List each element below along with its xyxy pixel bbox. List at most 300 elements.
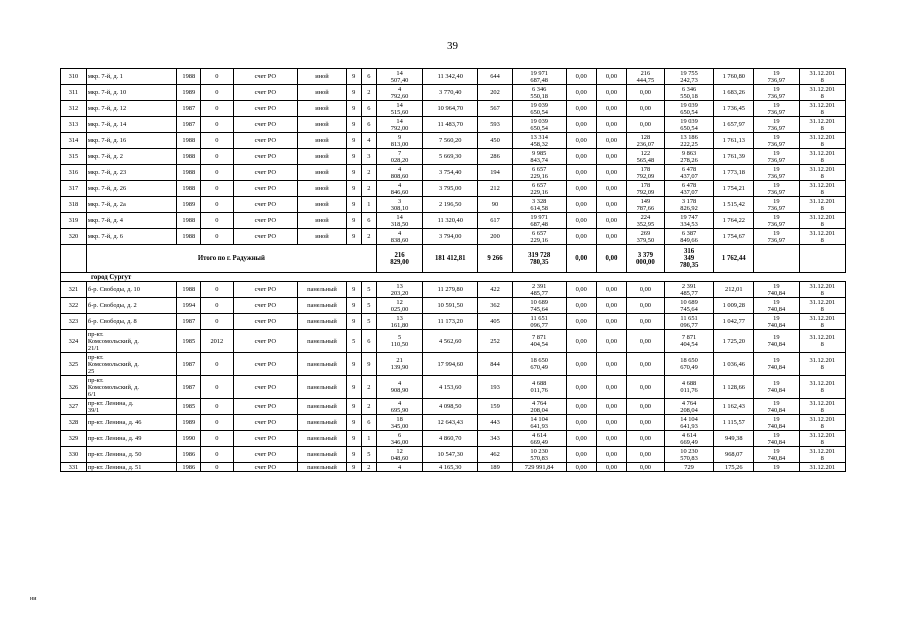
living-area-cell: 10 591,50	[423, 298, 478, 314]
fund-method-cell: счет РО	[233, 447, 298, 463]
living-area-cell: 4 153,60	[423, 376, 478, 399]
max-unit-cost-cell: 19 736,97	[754, 197, 799, 213]
table-row	[61, 399, 846, 415]
address-cell: мкр. 7-й, д. 2	[86, 149, 177, 165]
deadline-cell: 31.12.201 8	[799, 165, 845, 181]
row-number-cell: 330	[61, 447, 87, 463]
max-unit-cost-cell: 19 736,97	[754, 229, 799, 245]
living-area-cell: 11 279,80	[423, 282, 478, 298]
total-area-cell: 3 308,10	[376, 197, 422, 213]
unit-cost-cell: 1 683,26	[714, 85, 754, 101]
total-area-cell: 4 838,60	[376, 229, 422, 245]
total-area-cell: 14 792,00	[376, 117, 422, 133]
federal-funds-cell: 0,00	[566, 353, 596, 376]
deadline-cell: 31.12.201 8	[799, 415, 845, 431]
fund-method-cell: счет РО	[233, 181, 298, 197]
fund-method-cell: счет РО	[233, 165, 298, 181]
total-cost-cell: 9 985 843,74	[512, 149, 566, 165]
floors-cell: 9	[346, 376, 361, 399]
address-cell: мкр. 7-й, д. 10	[86, 85, 177, 101]
regional-funds-cell: 0,00	[596, 463, 626, 472]
unit-cost-cell: 1 736,45	[714, 101, 754, 117]
entrances-cell: 5	[361, 298, 376, 314]
regional-funds-cell: 0,00	[596, 85, 626, 101]
unit-cost-cell: 1 115,57	[714, 415, 754, 431]
max-unit-cost-cell: 19 736,97	[754, 149, 799, 165]
build-year-cell: 1987	[177, 376, 201, 399]
owner-funds-cell: 4 614 669,49	[664, 431, 714, 447]
reconstruction-year-cell: 0	[201, 117, 233, 133]
residents-cell: 362	[478, 298, 513, 314]
regional-funds-cell: 0,00	[596, 165, 626, 181]
reconstruction-year-cell: 0	[201, 399, 233, 415]
row-number-cell: 319	[61, 213, 87, 229]
entrances-cell: 6	[361, 415, 376, 431]
deadline-cell: 31.12.201 8	[799, 314, 845, 330]
total-cost-cell: 4 688 011,76	[512, 376, 566, 399]
floors-cell: 9	[346, 282, 361, 298]
owner-funds-cell: 3 178 826,92	[664, 197, 714, 213]
row-number-cell: 326	[61, 376, 87, 399]
table-row	[61, 298, 846, 314]
table-row	[61, 133, 846, 149]
total-cost-cell: 13 314 458,32	[512, 133, 566, 149]
fund-method-cell: счет РО	[233, 133, 298, 149]
wall-material-cell: панельный	[298, 376, 347, 399]
residents-cell: 450	[478, 133, 513, 149]
build-year-cell: 1986	[177, 447, 201, 463]
entrances-cell: 5	[361, 447, 376, 463]
federal-funds-cell: 0,00	[566, 330, 596, 353]
floors-cell: 9	[346, 101, 361, 117]
total-cost-cell: 11 651 096,77	[512, 314, 566, 330]
unit-cost-cell: 968,07	[714, 447, 754, 463]
owner-funds-cell: 13 186 222,25	[664, 133, 714, 149]
table-row	[61, 149, 846, 165]
local-funds-cell: 0,00	[627, 447, 665, 463]
reconstruction-year-cell: 0	[201, 376, 233, 399]
regional-funds-cell: 0,00	[596, 149, 626, 165]
entrances-cell: 2	[361, 463, 376, 472]
row-number-cell: 318	[61, 197, 87, 213]
total-area-cell: 21 139,90	[376, 353, 422, 376]
row-number-cell: 323	[61, 314, 87, 330]
table-row	[61, 197, 846, 213]
total-cost-cell: 7 871 404,54	[512, 330, 566, 353]
table-row	[61, 447, 846, 463]
local-funds-cell: 0,00	[627, 431, 665, 447]
wall-material-cell: панельный	[298, 447, 347, 463]
max-unit-cost-cell: 19 740,84	[754, 415, 799, 431]
local-funds-cell: 0,00	[627, 282, 665, 298]
max-unit-cost-cell: 19 736,97	[754, 69, 799, 85]
residents-cell: 422	[478, 282, 513, 298]
owner-funds-cell: 6 478 437,07	[664, 181, 714, 197]
owner-funds-cell: 6 387 849,66	[664, 229, 714, 245]
wall-material-cell: панельный	[298, 399, 347, 415]
living-area-cell: 10 964,70	[423, 101, 478, 117]
residents-cell: 194	[478, 165, 513, 181]
entrances-cell: 2	[361, 85, 376, 101]
fund-method-cell: счет РО	[233, 85, 298, 101]
floors-cell: 9	[346, 399, 361, 415]
residents-cell: 286	[478, 149, 513, 165]
regional-funds-cell: 0,00	[596, 69, 626, 85]
total-area-cell: 14 507,40	[376, 69, 422, 85]
build-year-cell: 1988	[177, 229, 201, 245]
summary-total-area: 216 829,00	[376, 245, 422, 273]
address-cell: пр-кт. Ленина, д. 46	[86, 415, 177, 431]
wall-material-cell: иной	[298, 85, 347, 101]
local-funds-cell: 0,00	[627, 415, 665, 431]
entrances-cell: 9	[361, 353, 376, 376]
build-year-cell: 1988	[177, 149, 201, 165]
deadline-cell: 31.12.201 8	[799, 330, 845, 353]
table-row	[61, 85, 846, 101]
total-cost-cell: 6 657 229,16	[512, 165, 566, 181]
residents-cell: 212	[478, 181, 513, 197]
address-cell: мкр. 7-й, д. 14	[86, 117, 177, 133]
entrances-cell: 5	[361, 314, 376, 330]
local-funds-cell: 0,00	[627, 399, 665, 415]
wall-material-cell: панельный	[298, 415, 347, 431]
local-funds-cell: 0,00	[627, 117, 665, 133]
regional-funds-cell: 0,00	[596, 229, 626, 245]
unit-cost-cell: 949,38	[714, 431, 754, 447]
floors-cell: 9	[346, 353, 361, 376]
deadline-cell: 31.12.201 8	[799, 353, 845, 376]
residents-cell: 159	[478, 399, 513, 415]
table-row	[61, 353, 846, 376]
address-cell: б-р. Свободы, д. 10	[86, 282, 177, 298]
address-cell: б-р. Свободы, д. 2	[86, 298, 177, 314]
residents-cell: 405	[478, 314, 513, 330]
regional-funds-cell: 0,00	[596, 117, 626, 133]
floors-cell: 9	[346, 117, 361, 133]
deadline-cell: 31.12.201 8	[799, 298, 845, 314]
owner-funds-cell: 6 478 437,07	[664, 165, 714, 181]
residents-cell: 252	[478, 330, 513, 353]
wall-material-cell: панельный	[298, 298, 347, 314]
build-year-cell: 1988	[177, 165, 201, 181]
owner-funds-cell: 10 689 745,64	[664, 298, 714, 314]
deadline-cell: 31.12.201 8	[799, 101, 845, 117]
address-cell: мкр. 7-й, д. 26	[86, 181, 177, 197]
max-unit-cost-cell: 19 740,84	[754, 399, 799, 415]
page-number: 39	[447, 40, 458, 52]
local-funds-cell: 178 792,09	[627, 165, 665, 181]
fund-method-cell: счет РО	[233, 69, 298, 85]
address-cell: мкр. 7-й, д. 2а	[86, 197, 177, 213]
deadline-cell: 31.12.201 8	[799, 213, 845, 229]
unit-cost-cell: 212,01	[714, 282, 754, 298]
build-year-cell: 1988	[177, 181, 201, 197]
federal-funds-cell: 0,00	[566, 117, 596, 133]
living-area-cell: 11 483,70	[423, 117, 478, 133]
fund-method-cell: счет РО	[233, 213, 298, 229]
unit-cost-cell: 1 773,18	[714, 165, 754, 181]
build-year-cell: 1988	[177, 133, 201, 149]
address-cell: мкр. 7-й, д. 6	[86, 229, 177, 245]
wall-material-cell: панельный	[298, 353, 347, 376]
local-funds-cell: 0,00	[627, 85, 665, 101]
local-funds-cell: 224 352,95	[627, 213, 665, 229]
fund-method-cell: счет РО	[233, 415, 298, 431]
regional-funds-cell: 0,00	[596, 213, 626, 229]
max-unit-cost-cell: 19 740,84	[754, 447, 799, 463]
summary-blank	[754, 245, 799, 273]
floors-cell: 9	[346, 213, 361, 229]
build-year-cell: 1988	[177, 213, 201, 229]
reconstruction-year-cell: 0	[201, 165, 233, 181]
fund-method-cell: счет РО	[233, 376, 298, 399]
residents-cell: 193	[478, 376, 513, 399]
table-row	[61, 376, 846, 399]
federal-funds-cell: 0,00	[566, 165, 596, 181]
reconstruction-year-cell: 0	[201, 314, 233, 330]
unit-cost-cell: 1 761,13	[714, 133, 754, 149]
regional-funds-cell: 0,00	[596, 133, 626, 149]
build-year-cell: 1987	[177, 353, 201, 376]
regional-funds-cell: 0,00	[596, 376, 626, 399]
deadline-cell: 31.12.201 8	[799, 181, 845, 197]
address-cell: пр-кт. Ленина, д. 50	[86, 447, 177, 463]
address-cell: пр-кт. Ленина, д. 49	[86, 431, 177, 447]
reconstruction-year-cell: 0	[201, 415, 233, 431]
fund-method-cell: счет РО	[233, 463, 298, 472]
wall-material-cell: иной	[298, 181, 347, 197]
total-cost-cell: 10 689 745,64	[512, 298, 566, 314]
max-unit-cost-cell: 19 736,97	[754, 165, 799, 181]
max-unit-cost-cell: 19 740,84	[754, 282, 799, 298]
entrances-cell: 6	[361, 101, 376, 117]
build-year-cell: 1987	[177, 314, 201, 330]
living-area-cell: 4 562,60	[423, 330, 478, 353]
federal-funds-cell: 0,00	[566, 431, 596, 447]
owner-funds-cell: 9 863 278,26	[664, 149, 714, 165]
residents-cell: 844	[478, 353, 513, 376]
address-cell: пр-кт. Комсомольский, д. 25	[86, 353, 177, 376]
build-year-cell: 1986	[177, 463, 201, 472]
reconstruction-year-cell: 0	[201, 181, 233, 197]
total-area-cell: 13 161,80	[376, 314, 422, 330]
total-cost-cell: 6 346 550,18	[512, 85, 566, 101]
address-cell: пр-кт. Комсомольский, д. 6/1	[86, 376, 177, 399]
unit-cost-cell: 1 009,28	[714, 298, 754, 314]
total-area-cell: 12 025,00	[376, 298, 422, 314]
living-area-cell: 5 669,30	[423, 149, 478, 165]
total-area-cell: 12 048,60	[376, 447, 422, 463]
address-cell: пр-кт. Комсомольский, д. 21/1	[86, 330, 177, 353]
summary-blank	[799, 245, 845, 273]
regional-funds-cell: 0,00	[596, 399, 626, 415]
residents-cell: 90	[478, 197, 513, 213]
max-unit-cost-cell: 19 740,84	[754, 431, 799, 447]
total-cost-cell: 14 104 641,93	[512, 415, 566, 431]
total-area-cell: 14 515,60	[376, 101, 422, 117]
residents-cell: 644	[478, 69, 513, 85]
entrances-cell: 6	[361, 330, 376, 353]
corner-mark: ни	[30, 596, 37, 602]
federal-funds-cell: 0,00	[566, 85, 596, 101]
total-area-cell: 18 345,00	[376, 415, 422, 431]
regional-funds-cell: 0,00	[596, 431, 626, 447]
table-row	[61, 229, 846, 245]
local-funds-cell: 149 787,66	[627, 197, 665, 213]
reconstruction-year-cell: 0	[201, 447, 233, 463]
table-row	[61, 314, 846, 330]
deadline-cell: 31.12.201 8	[799, 447, 845, 463]
reconstruction-year-cell: 0	[201, 213, 233, 229]
regional-funds-cell: 0,00	[596, 314, 626, 330]
local-funds-cell: 128 236,07	[627, 133, 665, 149]
federal-funds-cell: 0,00	[566, 213, 596, 229]
residents-cell: 617	[478, 213, 513, 229]
unit-cost-cell: 1 036,46	[714, 353, 754, 376]
living-area-cell: 11 173,20	[423, 314, 478, 330]
reconstruction-year-cell: 0	[201, 69, 233, 85]
max-unit-cost-cell: 19 736,97	[754, 213, 799, 229]
reconstruction-year-cell: 0	[201, 431, 233, 447]
total-area-cell: 4 846,60	[376, 181, 422, 197]
build-year-cell: 1987	[177, 117, 201, 133]
row-number-cell: 320	[61, 229, 87, 245]
total-cost-cell: 4 614 669,49	[512, 431, 566, 447]
total-area-cell: 4	[376, 463, 422, 472]
max-unit-cost-cell: 19 736,97	[754, 101, 799, 117]
federal-funds-cell: 0,00	[566, 399, 596, 415]
deadline-cell: 31.12.201 8	[799, 399, 845, 415]
max-unit-cost-cell: 19 736,97	[754, 85, 799, 101]
fund-method-cell: счет РО	[233, 353, 298, 376]
owner-funds-cell: 11 651 096,77	[664, 314, 714, 330]
local-funds-cell: 0,00	[627, 330, 665, 353]
owner-funds-cell: 19 039 650,54	[664, 117, 714, 133]
address-cell: мкр. 7-й, д. 16	[86, 133, 177, 149]
deadline-cell: 31.12.201 8	[799, 117, 845, 133]
reconstruction-year-cell: 0	[201, 282, 233, 298]
table-row	[61, 165, 846, 181]
row-number-cell: 321	[61, 282, 87, 298]
federal-funds-cell: 0,00	[566, 197, 596, 213]
table-row	[61, 330, 846, 353]
fund-method-cell: счет РО	[233, 282, 298, 298]
reconstruction-year-cell: 0	[201, 229, 233, 245]
fund-method-cell: счет РО	[233, 314, 298, 330]
unit-cost-cell: 1 657,97	[714, 117, 754, 133]
max-unit-cost-cell: 19 736,97	[754, 181, 799, 197]
wall-material-cell: иной	[298, 229, 347, 245]
entrances-cell: 2	[361, 229, 376, 245]
summary-regional: 0,00	[596, 245, 626, 273]
address-cell: мкр. 7-й, д. 1	[86, 69, 177, 85]
table-row	[61, 181, 846, 197]
residents-cell: 189	[478, 463, 513, 472]
fund-method-cell: счет РО	[233, 298, 298, 314]
unit-cost-cell: 1 754,67	[714, 229, 754, 245]
regional-funds-cell: 0,00	[596, 101, 626, 117]
owner-funds-cell: 14 104 641,93	[664, 415, 714, 431]
entrances-cell: 1	[361, 431, 376, 447]
wall-material-cell: иной	[298, 213, 347, 229]
address-cell: мкр. 7-й, д. 4	[86, 213, 177, 229]
floors-cell: 9	[346, 314, 361, 330]
row-number-cell: 316	[61, 165, 87, 181]
federal-funds-cell: 0,00	[566, 69, 596, 85]
living-area-cell: 12 643,43	[423, 415, 478, 431]
residents-cell: 593	[478, 117, 513, 133]
entrances-cell: 3	[361, 149, 376, 165]
wall-material-cell: иной	[298, 197, 347, 213]
total-area-cell: 4 792,60	[376, 85, 422, 101]
total-area-cell: 6 346,00	[376, 431, 422, 447]
entrances-cell: 6	[361, 117, 376, 133]
floors-cell: 9	[346, 149, 361, 165]
fund-method-cell: счет РО	[233, 330, 298, 353]
row-number-cell: 331	[61, 463, 87, 472]
living-area-cell: 17 994,60	[423, 353, 478, 376]
row-number-cell: 310	[61, 69, 87, 85]
local-funds-cell: 0,00	[627, 101, 665, 117]
total-cost-cell: 18 650 670,49	[512, 353, 566, 376]
reconstruction-year-cell: 2012	[201, 330, 233, 353]
table-row	[61, 69, 846, 85]
housing-register-table	[60, 68, 846, 472]
local-funds-cell: 0,00	[627, 353, 665, 376]
build-year-cell: 1988	[177, 282, 201, 298]
address-cell: пр-кт. Ленина, д. 39/1	[86, 399, 177, 415]
summary-owner: 316 349 780,35	[664, 245, 714, 273]
summary-residents: 9 266	[478, 245, 513, 273]
fund-method-cell: счет РО	[233, 101, 298, 117]
summary-federal: 0,00	[566, 245, 596, 273]
deadline-cell: 31.12.201	[799, 463, 845, 472]
residents-cell: 200	[478, 229, 513, 245]
deadline-cell: 31.12.201 8	[799, 197, 845, 213]
build-year-cell: 1988	[177, 69, 201, 85]
fund-method-cell: счет РО	[233, 399, 298, 415]
living-area-cell: 4 860,70	[423, 431, 478, 447]
regional-funds-cell: 0,00	[596, 282, 626, 298]
local-funds-cell: 0,00	[627, 376, 665, 399]
table-row	[61, 213, 846, 229]
living-area-cell: 3 794,00	[423, 229, 478, 245]
living-area-cell: 10 547,30	[423, 447, 478, 463]
table-row	[61, 415, 846, 431]
owner-funds-cell: 4 764 208,04	[664, 399, 714, 415]
address-cell: мкр. 7-й, д. 12	[86, 101, 177, 117]
floors-cell: 9	[346, 197, 361, 213]
owner-funds-cell: 18 650 670,49	[664, 353, 714, 376]
max-unit-cost-cell: 19	[754, 463, 799, 472]
floors-cell: 9	[346, 447, 361, 463]
reconstruction-year-cell: 0	[201, 463, 233, 472]
living-area-cell: 7 560,20	[423, 133, 478, 149]
address-cell: мкр. 7-й, д. 23	[86, 165, 177, 181]
floors-cell: 9	[346, 133, 361, 149]
address-cell: пр-кт. Ленина, д. 51	[86, 463, 177, 472]
regional-funds-cell: 0,00	[596, 298, 626, 314]
floors-cell: 9	[346, 229, 361, 245]
summary-local: 3 379 000,00	[627, 245, 665, 273]
total-cost-cell: 4 764 208,04	[512, 399, 566, 415]
entrances-cell: 2	[361, 376, 376, 399]
floors-cell: 9	[346, 415, 361, 431]
row-number-cell: 322	[61, 298, 87, 314]
reconstruction-year-cell: 0	[201, 101, 233, 117]
regional-funds-cell: 0,00	[596, 353, 626, 376]
unit-cost-cell: 1 754,21	[714, 181, 754, 197]
